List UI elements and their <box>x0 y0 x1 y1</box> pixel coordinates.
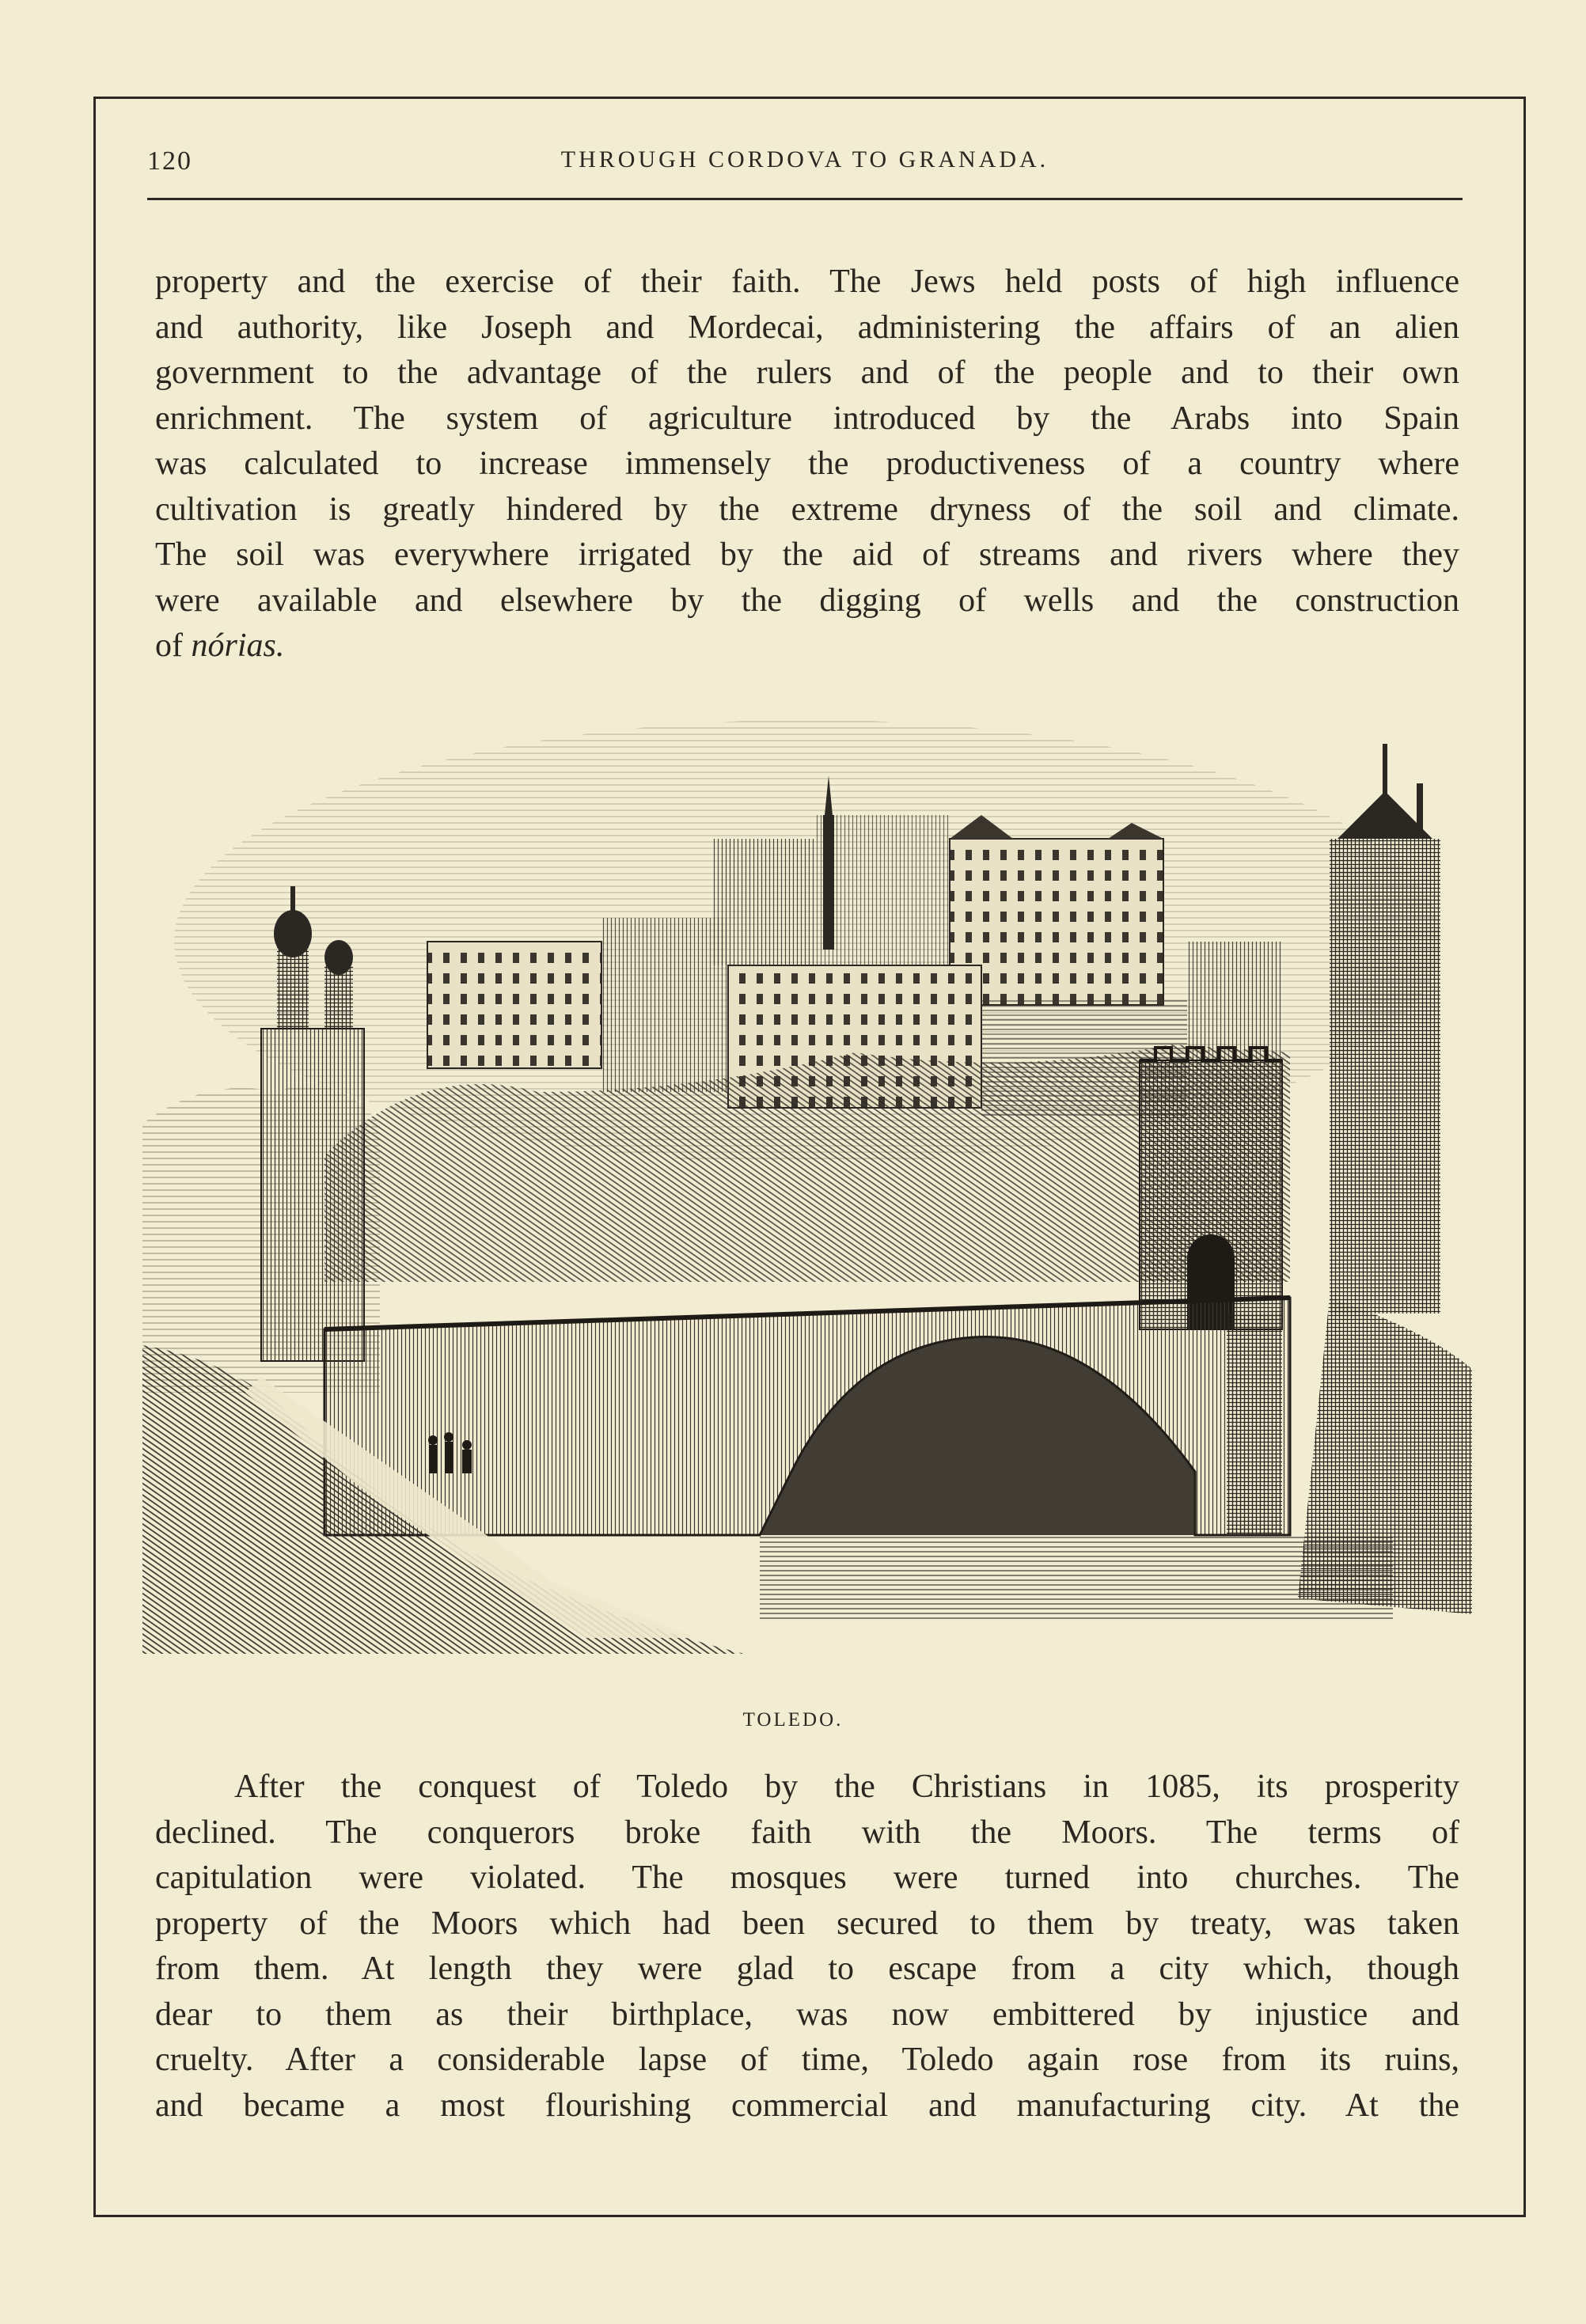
text-line-prefix: of <box>155 627 192 664</box>
page-number: 120 <box>147 146 192 176</box>
toledo-engraving <box>142 681 1472 1693</box>
running-header <box>147 146 1463 186</box>
text-line: After the conquest of Toledo by the Christians in 1085, its prosperity <box>234 1769 1459 1805</box>
text-line: property of the Moors which had been secured to them by treaty, was taken <box>155 1905 1459 1942</box>
illustration-caption: TOLEDO. <box>742 1709 844 1731</box>
text-line: was calculated to increase immensely the productiveness of a country where <box>155 445 1459 482</box>
paragraph-2 <box>155 1765 1459 2129</box>
text-line: cultivation is greatly hindered by the extreme dryness of the soil and climate. <box>155 491 1459 528</box>
text-line: property and the exercise of their faith. The Jews held posts of high influence <box>155 263 1459 300</box>
text-line: capitulation were violated. The mosques were turned into churches. The <box>155 1860 1459 1896</box>
text-line: government to the advantage of the rulers and of the people and to their own <box>155 354 1459 391</box>
text-line: from them. At length they were glad to escape from a city which, though <box>155 1951 1459 1987</box>
alcantara-bridge <box>324 1298 1290 1535</box>
text-line: The soil was everywhere irrigated by the aid of streams and rivers where they <box>155 536 1459 573</box>
text-line: declined. The conquerors broke faith with the Moors. The terms of <box>155 1814 1459 1851</box>
foreground-slope-right <box>1298 1298 1472 1614</box>
italic-term: nórias. <box>191 627 285 664</box>
header-rule <box>147 198 1463 200</box>
text-line: dear to them as their birthplace, was now embittered by injustice and <box>155 1996 1459 2033</box>
river <box>760 1535 1393 1622</box>
text-line: enrichment. The system of agriculture introduced by the Arabs into Spain <box>155 400 1459 437</box>
text-line: were available and elsewhere by the digging of wells and the construction <box>155 582 1459 619</box>
running-title: THROUGH CORDOVA TO GRANADA. <box>560 146 1049 172</box>
text-line: cruelty. After a considerable lapse of time, Toledo again rose from its ruins, <box>155 2042 1459 2078</box>
gate-tower <box>1140 1048 1282 1329</box>
text-line <box>155 624 1459 669</box>
text-line: and became a most flourishing commercial and manufacturing city. At the <box>155 2087 1459 2124</box>
paragraph-1 <box>155 260 1459 669</box>
text-line: and authority, like Joseph and Mordecai, administering the affairs of an alien <box>155 309 1459 346</box>
